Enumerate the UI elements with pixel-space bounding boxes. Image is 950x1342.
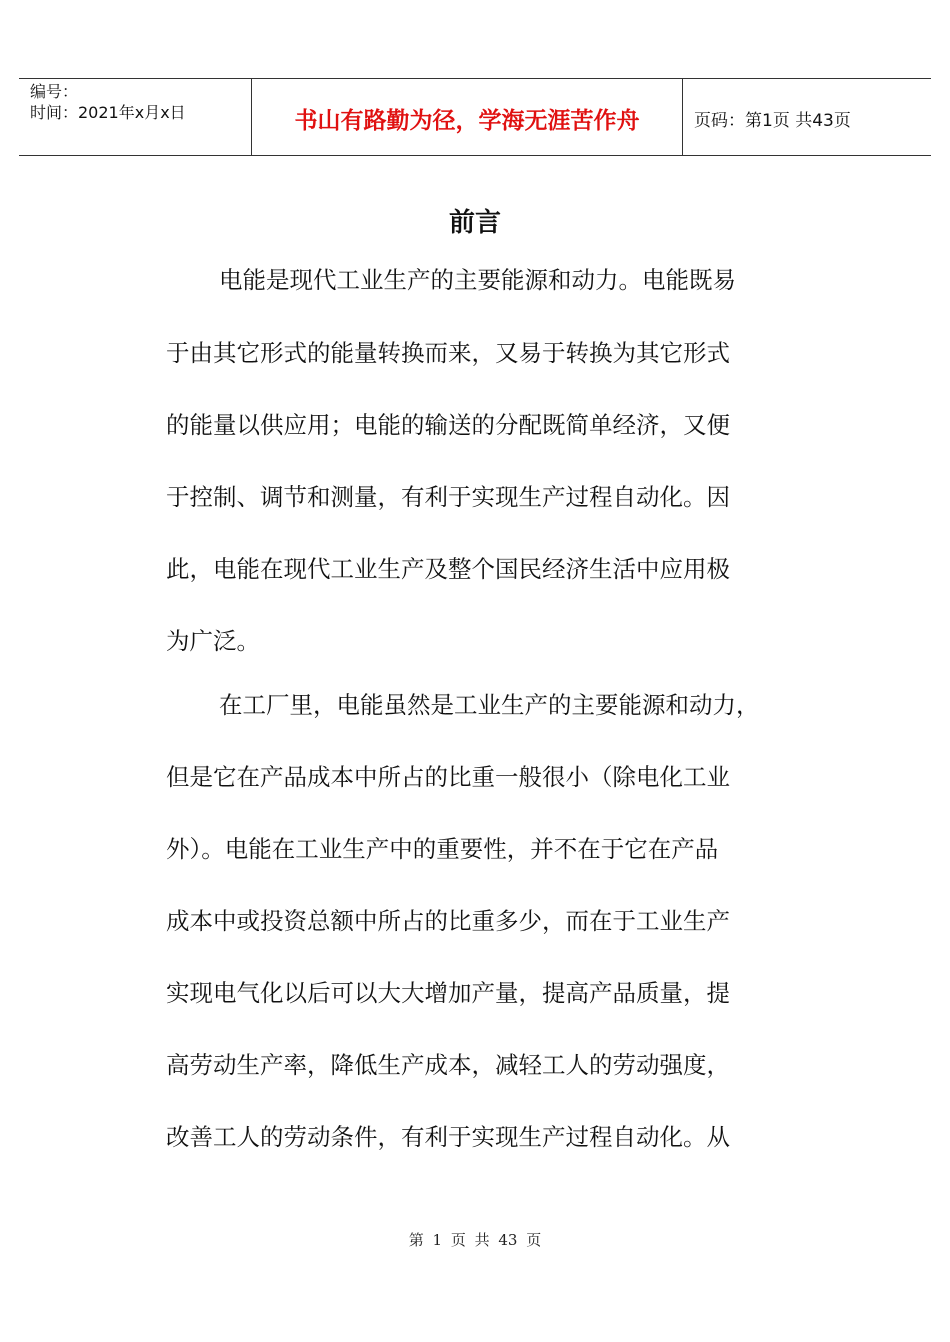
- paragraph-line: 成本中或投资总额中所占的比重多少，而在于工业生产: [166, 907, 730, 935]
- header-divider-right: [682, 79, 683, 155]
- page-header: [19, 78, 931, 156]
- document-number-label: 编号：: [30, 82, 79, 101]
- paragraph-line: 高劳动生产率，降低生产成本，减轻工人的劳动强度，: [166, 1051, 730, 1079]
- paragraph-line: 在工厂里，电能虽然是工业生产的主要能源和动力，: [219, 691, 760, 719]
- header-meta: [30, 81, 186, 123]
- paragraph-line: 于控制、调节和测量，有利于实现生产过程自动化。因: [166, 483, 730, 511]
- paragraph-line: 但是它在产品成本中所占的比重一般很小（除电化工业: [166, 763, 730, 791]
- paragraph-line: 的能量以供应用；电能的输送的分配既简单经济，又便: [166, 411, 730, 439]
- header-motto: 书山有路勤为径，学海无涯苦作舟: [294, 107, 640, 134]
- paragraph-line: 电能是现代工业生产的主要能源和动力。电能既易: [219, 266, 736, 294]
- paragraph-line: 改善工人的劳动条件，有利于实现生产过程自动化。从: [166, 1123, 730, 1151]
- paragraph-line: 为广泛。: [166, 627, 260, 655]
- document-time-label: 时间：2021年x月x日: [30, 103, 186, 122]
- paragraph-line: 实现电气化以后可以大大增加产量，提高产品质量，提: [166, 979, 730, 1007]
- paragraph-line: 此，电能在现代工业生产及整个国民经济生活中应用极: [166, 555, 730, 583]
- paragraph-line: 于由其它形式的能量转换而来，又易于转换为其它形式: [166, 339, 730, 367]
- page-title: 前言: [448, 208, 501, 238]
- header-page-info: 页码：第1页 共43页: [694, 110, 851, 131]
- page-footer: 第 1 页 共 43 页: [408, 1231, 542, 1249]
- paragraph-line: 外）。电能在工业生产中的重要性，并不在于它在产品: [166, 835, 719, 863]
